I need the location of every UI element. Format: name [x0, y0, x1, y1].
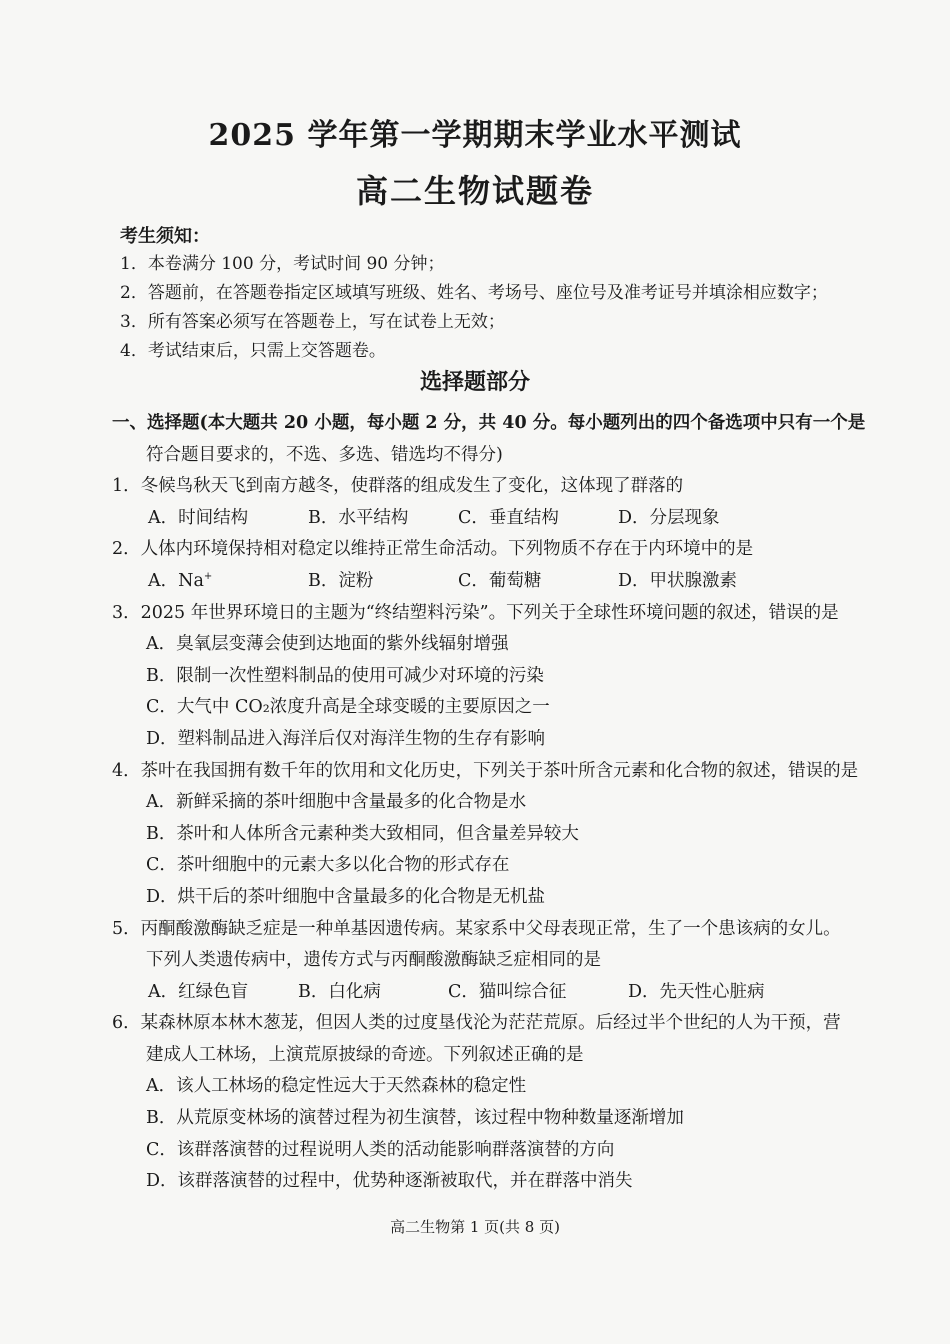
option-b: B．茶叶和人体所含元素种类大致相同，但含量差异较大	[146, 823, 579, 844]
exam-subtitle: 高二生物试题卷	[355, 172, 594, 210]
option-c: C．该群落演替的过程说明人类的活动能影响群落演替的方向	[146, 1139, 615, 1160]
page-footer: 高二生物第 1 页(共 8 页)	[390, 1218, 560, 1236]
question-stem: 5．丙酮酸激酶缺乏症是一种单基因遗传病。某家系中父母表现正常，生了一个患该病的女儿。	[112, 918, 841, 939]
question-stem-cont: 下列人类遗传病中，遗传方式与丙酮酸激酶缺乏症相同的是	[146, 950, 601, 971]
option-b: B．从荒原变林场的演替过程为初生演替，该过程中物种数量逐渐增加	[146, 1108, 684, 1129]
option-c: C．大气中 CO₂浓度升高是全球变暖的主要原因之一	[146, 697, 550, 718]
option-a-text: A．Na	[148, 570, 204, 591]
option-d: D．先天性心脏病	[628, 981, 765, 1002]
option-a: A．新鲜采摘的茶叶细胞中含量最多的化合物是水	[146, 792, 527, 813]
option-d: D．烘干后的茶叶细胞中含量最多的化合物是无机盐	[146, 886, 546, 907]
option-a: A．时间结构	[148, 507, 249, 528]
option-row	[112, 977, 882, 1009]
option-a: A．红绿色盲	[148, 981, 249, 1002]
notice-item: 2．答题前，在答题卷指定区域填写班级、姓名、考场号、座位号及准考证号并填涂相应数字；	[120, 283, 828, 303]
option-d: D．塑料制品进入海洋后仅对海洋生物的生存有影响	[146, 728, 546, 749]
question-stem: 6．某森林原本林木葱茏，但因人类的过度垦伐沦为茫茫荒原。后经过半个世纪的人为干预，营	[112, 1013, 841, 1034]
option-c: C．茶叶细胞中的元素大多以化合物的形式存在	[146, 855, 510, 876]
notice-item: 3．所有答案必须写在答题卷上，写在试卷上无效；	[120, 312, 505, 332]
question-stem: 1．冬候鸟秋天飞到南方越冬，使群落的组成发生了变化，这体现了群落的	[112, 476, 684, 497]
option-b: B．白化病	[298, 981, 381, 1002]
section-heading-text: 一、选择题(本大题共 20 小题，每小题 2 分，共 40 分。每小题列出的四个备选项中只有一个是	[112, 413, 866, 433]
option-a: A．臭氧层变薄会使到达地面的紫外线辐射增强	[146, 634, 509, 655]
option-b: B．水平结构	[308, 507, 409, 528]
option-a	[148, 566, 308, 598]
ion-charge: +	[203, 571, 213, 583]
option-b: B．淀粉	[308, 570, 374, 591]
question-stem: 2．人体内环境保持相对稳定以维持正常生命活动。下列物质不存在于内环境中的是	[112, 539, 754, 560]
section-heading	[112, 408, 882, 440]
section-title: 选择题部分	[419, 369, 530, 395]
notice-heading: 考生须知：	[120, 226, 210, 247]
notice-item: 1．本卷满分 100 分，考试时间 90 分钟；	[120, 254, 445, 274]
option-b: B．限制一次性塑料制品的使用可减少对环境的污染	[146, 665, 544, 686]
option-d: D．该群落演替的过程中，优势种逐渐被取代，并在群落中消失	[146, 1171, 633, 1192]
option-row	[112, 503, 882, 535]
option-row	[112, 566, 882, 598]
option-c: C．垂直结构	[458, 507, 559, 528]
question-stem: 4．茶叶在我国拥有数千年的饮用和文化历史，下列关于茶叶所含元素和化合物的叙述，错误的是	[112, 760, 859, 781]
notice-item: 4．考试结束后，只需上交答题卷。	[120, 341, 386, 361]
question-stem: 3．2025 年世界环境日的主题为“终结塑料污染”。下列关于全球性环境问题的叙述，错误的是	[112, 602, 839, 623]
question-stem-cont: 建成人工林场，上演荒原披绿的奇迹。下列叙述正确的是	[146, 1044, 584, 1065]
notice-list	[120, 250, 880, 366]
option-c: C．猫叫综合征	[448, 981, 567, 1002]
option-d: D．分层现象	[618, 507, 720, 528]
section-heading-cont: 符合题目要求的，不选、多选、错选均不得分)	[146, 444, 503, 465]
question-content	[112, 408, 882, 1198]
option-c: C．葡萄糖	[458, 570, 542, 591]
option-d: D．甲状腺激素	[618, 570, 738, 591]
exam-title: 2025 学年第一学期期末学业水平测试	[208, 118, 742, 153]
option-a: A．该人工林场的稳定性远大于天然森林的稳定性	[146, 1076, 527, 1097]
